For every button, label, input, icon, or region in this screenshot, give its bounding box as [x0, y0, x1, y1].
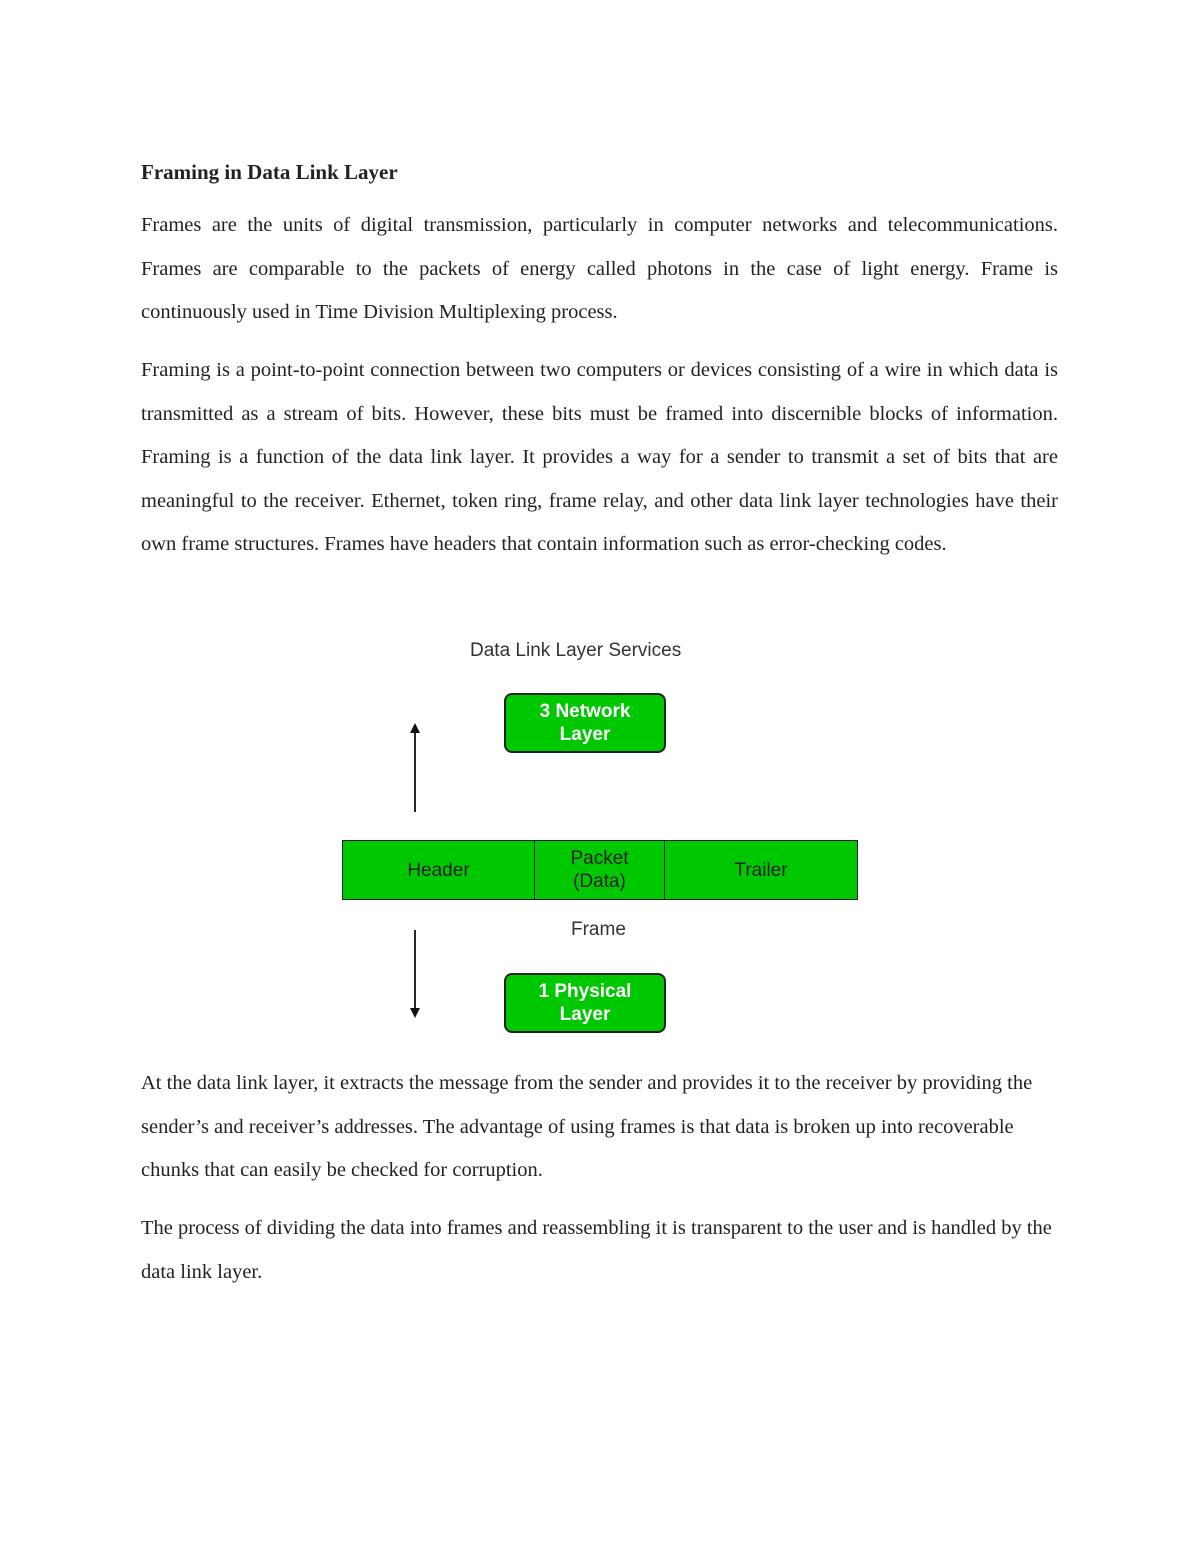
paragraph-3: At the data link layer, it extracts the message from the sender and provides it to the receiver by providing the sender’s and receiver’s addresses. The advantage of using frames is that data is broken up into recoverable chunks that can easily be checked for corruption.	[141, 1072, 1033, 1181]
physical-layer-label-line1: 1 Physical	[538, 981, 632, 1002]
frame-packet-cell	[534, 841, 664, 899]
paragraph-1: Frames are the units of digital transmission, particularly in computer networks and telecommunications. Frames are comparable to the packets of energy called photons in the case of light energy. Frame is continuously used in Time Division Multiplexing process.	[141, 214, 1058, 323]
down-arrow-icon	[405, 928, 425, 1020]
up-arrow-icon	[405, 722, 425, 814]
frame-trailer-cell	[664, 841, 857, 899]
network-layer-label-line2: Layer	[559, 724, 611, 745]
network-layer-box	[504, 693, 666, 753]
paragraph-2: Framing is a point-to-point connection between two computers or devices consisting of a wire in which data is transmitted as a stream of bits. However, these bits must be framed into discernible blocks of information. Framing is a function of the data link layer. It provides a way for a sender to transmit a set of bits that are meaningful to the receiver. Ethernet, token ring, frame relay, and other data link layer technologies have their own frame structures. Frames have headers that contain information such as error-checking codes.	[141, 359, 1058, 555]
frame-label: Frame	[571, 919, 626, 940]
frame-header-cell	[343, 841, 534, 899]
diagram-title: Data Link Layer Services	[470, 640, 682, 661]
frame-packet-label-line2: (Data)	[573, 871, 626, 892]
physical-layer-label-line2: Layer	[559, 1004, 611, 1025]
frame-packet-label-line1: Packet	[570, 848, 629, 869]
network-layer-label-line1: 3 Network	[539, 701, 631, 722]
physical-layer-box	[504, 973, 666, 1033]
frame-header-label: Header	[407, 859, 470, 881]
frame-structure	[342, 840, 858, 900]
paragraph-4: The process of dividing the data into frames and reassembling it is transparent to the user and is handled by the data link layer.	[141, 1217, 1052, 1283]
document-title: Framing in Data Link Layer	[141, 160, 398, 184]
frame-trailer-label: Trailer	[734, 859, 788, 881]
